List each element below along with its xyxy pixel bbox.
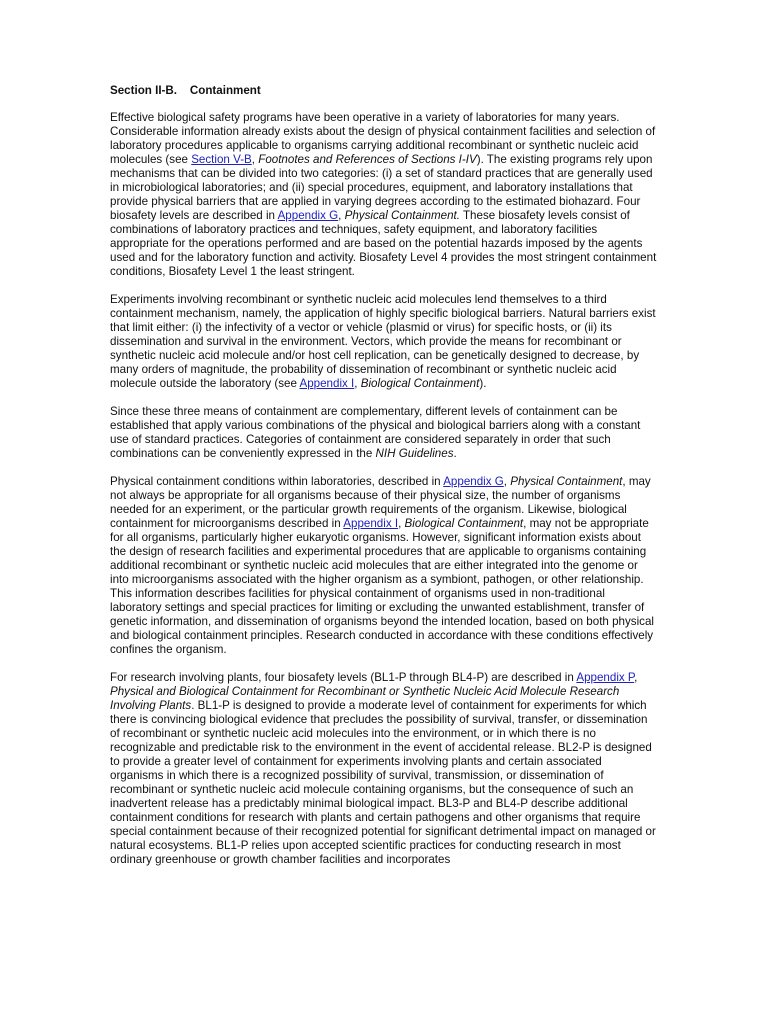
link-section-v-b[interactable]: Section V-B xyxy=(191,153,252,166)
paragraph-containment-programs xyxy=(110,111,658,279)
italic-run: NIH Guidelines xyxy=(375,447,454,460)
text-run: . BL1-P is designed to provide a moderate level of containment for experiments for which there is convincing biological evidence that precludes the possibility of survival, transfer, or dissemination of recombinant or synthetic nucleic acid molecules into the environment, or in which there is no recognizable and predictable risk to the environment in the event of accidental release. BL2-P is designed to provide a greater level of containment for experiments involving plants and certain associated organisms in which there is a recognized possibility of survival, transmission, or dissemination of recombinant or synthetic nucleic acid molecule containing organisms, but the consequence of such an inadvertent release has a predictably minimal biological impact. BL3-P and BL4-P describe additional containment conditions for research with plants and certain pathogens and other organisms that require special containment because of their recognized potential for significant detrimental impact on managed or natural ecosystems. BL1-P relies upon accepted scientific practices for conducting research in most ordinary greenhouse or growth chamber facilities and incorporates xyxy=(110,699,656,866)
text-run: Physical containment conditions within laboratories, described in xyxy=(110,475,444,488)
text-run: , xyxy=(354,377,361,390)
italic-run: Biological Containment xyxy=(360,377,480,390)
text-run: , xyxy=(634,671,638,684)
text-run: , xyxy=(398,517,405,530)
italic-run: Physical and Biological Containment for Recombinant or Synthetic Nucleic Acid Molecule Research Involving Plants xyxy=(110,685,620,712)
text-run: . xyxy=(453,447,457,460)
text-run: , xyxy=(338,209,345,222)
text-run: For research involving plants, four biosafety levels (BL1-P through BL4-P) are described in xyxy=(110,671,577,684)
text-run: These biosafety levels consist of combinations of laboratory practices and techniques, safety equipment, and laboratory facilities appropriate for the operations performed and are based on the potential hazards imposed by the agents used and for the laboratory function and activity. Biosafety Level 4 provides the most stringent containment conditions, Biosafety Level 1 the least stringent. xyxy=(110,209,657,278)
italic-run: Biological Containment xyxy=(404,517,524,530)
text-run: Since these three means of containment are complementary, different levels of containment can be established that apply various combinations of the physical and biological barriers along with a constant use of standard practices. Categories of containment are considered separately in order that such combinations can be conveniently expressed in the xyxy=(110,405,641,460)
paragraph-biological-barriers xyxy=(110,293,658,391)
link-appendix-i[interactable]: Appendix I xyxy=(299,377,355,390)
text-run: Experiments involving recombinant or synthetic nucleic acid molecules lend themselves to a third containment mechanism, namely, the application of highly specific biological barriers. Natural barriers exist that limit either: (i) the infectivity of a vector or vehicle (plasmid or virus) for specific hosts, or (ii) its dissemination and survival in the environment. Vectors, which provide the means for recombinant or synthetic nucleic acid molecule and/or host cell replication, can be genetically designed to decrease, by many orders of magnitude, the probability of dissemination of recombinant or synthetic nucleic acid molecule outside the laboratory (see xyxy=(110,293,656,390)
paragraph-plant-research xyxy=(110,671,658,867)
text-run: , may not be appropriate for all organisms, particularly higher eukaryotic organisms. However, significant information exists about the design of research facilities and experimental procedures that are applicable to organisms containing additional recombinant or synthetic nucleic acid molecules that are either integrated into the genome or into microorganisms associated with the higher organism as a symbiont, pathogen, or other relationship. This information describes facilities for physical containment of organisms used in non-traditional laboratory settings and special practices for limiting or excluding the unwanted establishment, transfer of genetic information, and dissemination of organisms beyond the intended location, based on both physical and biological containment principles. Research conducted in accordance with these conditions effectively confines the organism. xyxy=(110,517,654,656)
italic-run: Physical Containment. xyxy=(344,209,460,222)
text-run: , xyxy=(251,153,259,166)
paragraph-physical-conditions xyxy=(110,475,658,657)
text-run: , xyxy=(503,475,511,488)
italic-run: Footnotes and References of Sections I-IV xyxy=(258,153,477,166)
italic-run: Physical Containment xyxy=(510,475,623,488)
text-run: ). The existing programs rely upon mechanisms that can be divided into two categories: (i) a set of standard practices that are generally used in microbiological laboratories; and (ii) special procedures, equipment, and laboratory installations that provide physical barriers that are applied in varying degrees according to the estimated biohazard. Four biosafety levels are described in xyxy=(110,153,653,222)
link-appendix-g[interactable]: Appendix G xyxy=(277,209,339,222)
link-appendix-g[interactable]: Appendix G xyxy=(443,475,504,488)
text-run: ). xyxy=(479,377,487,390)
text-run: Effective biological safety programs have been operative in a variety of laboratories for many years. Considerable information already exists about the design of physical containment facilities and selection of laboratory procedures applicable to organisms carrying additional recombinant or synthetic nucleic acid molecules (see xyxy=(110,111,656,166)
text-run: , may not always be appropriate for all organisms because of their physical size, the number of organisms needed for an experiment, or the particular growth requirements of the organism. Likewise, biological containment for microorganisms described in xyxy=(110,475,651,530)
section-heading: Section II-B. Containment xyxy=(110,84,261,97)
paragraph-complementary-means xyxy=(110,405,658,461)
document-page xyxy=(110,84,658,881)
link-appendix-p[interactable]: Appendix P xyxy=(576,671,635,684)
link-appendix-i[interactable]: Appendix I xyxy=(343,517,399,530)
